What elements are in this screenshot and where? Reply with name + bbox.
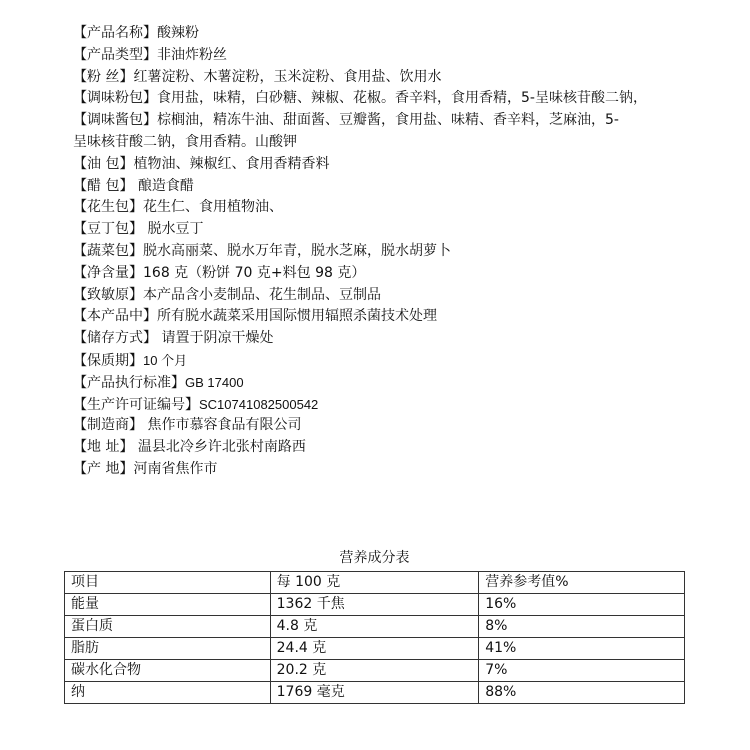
info-label: 【生产许可证编号】 <box>73 396 199 413</box>
nutrient-nrv: 8% <box>479 616 685 638</box>
info-line-vinegar-pack <box>73 176 713 198</box>
info-label: 【制造商】 <box>73 417 143 434</box>
table-row <box>65 616 685 638</box>
info-line-bean-pack <box>73 219 713 241</box>
info-label: 【产品执行标准】 <box>73 374 185 391</box>
info-label: 【致敏原】 <box>73 286 143 303</box>
info-label: 【储存方式】 <box>73 330 157 347</box>
nutrient-name: 能量 <box>65 594 271 616</box>
nutrition-table <box>64 571 685 704</box>
nutrient-amount: 20.2 克 <box>270 660 479 682</box>
info-value: 食用盐，味精，白砂糖、辣椒、花椒。香辛料，食用香精，5-呈味核苷酸二钠， <box>157 90 647 107</box>
info-line-license <box>73 394 713 416</box>
info-value: 植物油、辣椒红、食用香精香料 <box>133 155 330 172</box>
info-line-seasoning-sauce-cont <box>73 132 713 154</box>
info-value: 脱水高丽菜、脱水万年青，脱水芝麻，脱水胡萝卜 <box>143 242 451 259</box>
info-value: 10 个月 <box>143 352 188 368</box>
info-line-net-content <box>73 263 713 285</box>
nutrient-name: 蛋白质 <box>65 616 271 638</box>
info-value: 所有脱水蔬菜采用国际惯用辐照杀菌技术处理 <box>157 308 437 325</box>
nutrition-table-title: 营养成分表 <box>339 550 410 566</box>
info-line-seasoning-sauce <box>73 110 713 132</box>
info-value: 非油炸粉丝 <box>157 46 227 63</box>
info-line-storage <box>73 328 713 350</box>
info-line-irradiation-note <box>73 306 713 328</box>
info-value: 河南省焦作市 <box>133 460 218 477</box>
info-value: GB 17400 <box>185 374 244 390</box>
table-row <box>65 682 685 704</box>
info-line-standard <box>73 372 713 394</box>
info-label: 【产 地】 <box>73 460 134 477</box>
info-line-origin <box>73 459 713 481</box>
info-value: 酸辣粉 <box>157 25 199 41</box>
info-value: 本产品含小麦制品、花生制品、豆制品 <box>143 286 381 303</box>
nutrient-nrv: 7% <box>479 660 685 682</box>
info-value: 温县北冷乡许北张村南路西 <box>133 439 306 456</box>
nutrient-name: 脂肪 <box>65 638 271 660</box>
info-label: 【调味酱包】 <box>73 112 157 129</box>
nutrient-amount: 4.8 克 <box>270 616 479 638</box>
info-line-seasoning-powder <box>73 88 713 110</box>
info-line-oil-pack <box>73 154 713 176</box>
nutrient-nrv: 16% <box>479 594 685 616</box>
nutrient-nrv: 88% <box>479 682 685 704</box>
info-label: 【产品类型】 <box>73 46 157 63</box>
info-label: 【调味粉包】 <box>73 90 157 107</box>
info-value: 脱水豆丁 <box>143 221 204 238</box>
info-line-noodles <box>73 67 713 89</box>
info-label: 【油 包】 <box>73 155 134 172</box>
info-label: 【净含量】 <box>73 264 143 281</box>
info-value: 请置于阴凉干燥处 <box>157 330 274 347</box>
info-value: 花生仁、食用植物油、 <box>143 199 283 216</box>
table-row <box>65 638 685 660</box>
header-per-100g: 每 100 克 <box>270 572 479 594</box>
info-label: 【花生包】 <box>73 199 143 216</box>
info-label: 【豆丁包】 <box>73 221 143 238</box>
info-label: 【产品名称】 <box>73 25 157 41</box>
product-info-list <box>73 23 713 481</box>
info-label: 【蔬菜包】 <box>73 242 143 259</box>
info-line-peanut-pack <box>73 197 713 219</box>
info-value: 红薯淀粉、木薯淀粉，玉米淀粉、食用盐、饮用水 <box>133 68 442 85</box>
info-value: SC10741082500542 <box>199 396 319 412</box>
info-label: 【地 址】 <box>73 439 134 456</box>
info-line-manufacturer <box>73 415 713 437</box>
info-value: 酿造食醋 <box>133 177 194 194</box>
info-line-address <box>73 437 713 459</box>
info-label: 【醋 包】 <box>73 177 134 194</box>
nutrient-amount: 24.4 克 <box>270 638 479 660</box>
nutrient-name: 纳 <box>65 682 271 704</box>
nutrient-amount: 1362 千焦 <box>270 594 479 616</box>
info-line-vegetable-pack <box>73 241 713 263</box>
info-value: 168 克（粉饼 70 克+料包 98 克） <box>143 264 366 281</box>
nutrient-amount: 1769 毫克 <box>270 682 479 704</box>
info-value: 焦作市慕容食品有限公司 <box>143 417 302 434</box>
info-line-product-type <box>73 45 713 67</box>
info-value: 呈味核苷酸二钠，食用香精。山酸钾 <box>73 133 297 150</box>
table-row <box>65 660 685 682</box>
nutrient-nrv: 41% <box>479 638 685 660</box>
info-label: 【保质期】 <box>73 352 143 369</box>
header-item: 项目 <box>65 572 271 594</box>
table-row <box>65 594 685 616</box>
info-line-shelf-life <box>73 350 713 372</box>
nutrient-name: 碳水化合物 <box>65 660 271 682</box>
info-label: 【粉 丝】 <box>73 68 134 85</box>
header-nrv: 营养参考值% <box>479 572 685 594</box>
table-header-row <box>65 572 685 594</box>
info-line-product-name <box>73 23 713 45</box>
info-value: 棕榈油，精冻牛油、甜面酱、豆瓣酱，食用盐、味精、香辛料，芝麻油，5- <box>157 112 619 129</box>
info-line-allergens <box>73 285 713 307</box>
info-label: 【本产品中】 <box>73 308 157 325</box>
